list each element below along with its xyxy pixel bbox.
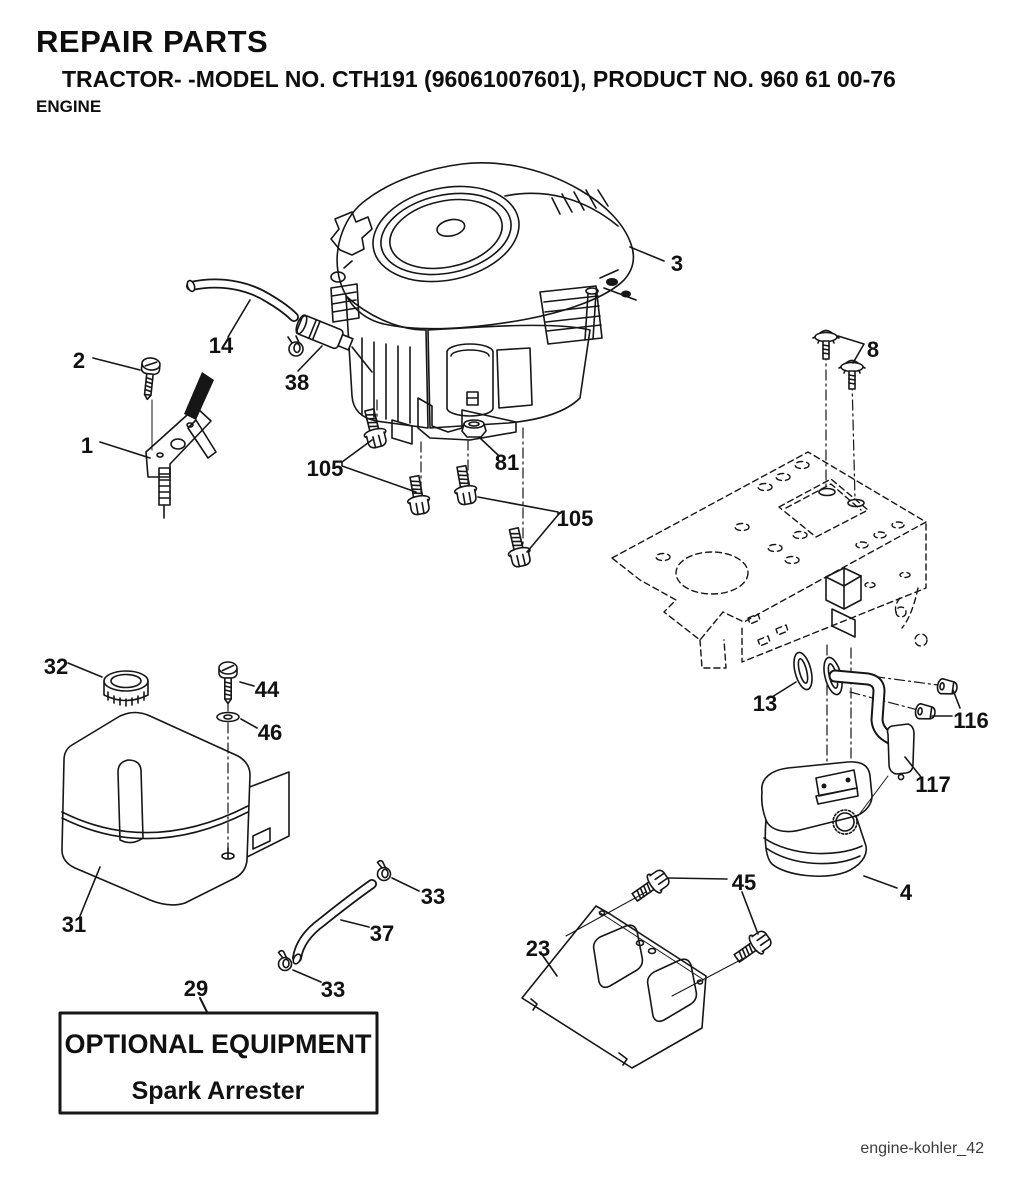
part-label-29: 29 [183,976,209,1001]
part-label-117: 117 [915,772,951,797]
part-label-4: 4 [899,880,913,905]
part-label-23: 23 [525,936,551,961]
engine-mount-bolts [359,400,533,568]
part-label-116: 116 [953,708,989,733]
exhaust-gasket [791,651,816,692]
optional-equipment-box [60,998,377,1113]
part-label-2: 2 [72,348,86,373]
part-label-33b: 33 [320,977,346,1002]
part-label-105a: 105 [306,456,344,481]
hose-clamp [378,861,391,881]
cover-vents [552,190,608,214]
fuel-cap [104,671,148,706]
part-label-105b: 105 [556,506,594,531]
part-label-81: 81 [494,450,520,475]
hose-clamp [279,951,292,971]
part-label-44: 44 [254,677,280,702]
part-label-13: 13 [752,691,778,716]
model-subtitle: TRACTOR- -MODEL NO. CTH191 (96061007601), PRODUCT NO. 960 61 00-76 [62,66,896,92]
part-label-3: 3 [670,251,684,276]
part-label-8: 8 [866,337,880,362]
flywheel [364,174,528,295]
part-label-31: 31 [61,912,87,937]
part-label-33a: 33 [420,884,446,909]
throttle-control [146,372,216,518]
chassis-plate [612,452,927,668]
heat-shield [522,906,706,1068]
optional-equipment-title: OPTIONAL EQUIPMENT [64,1029,372,1059]
throttle-screw [138,357,160,400]
muffler [762,762,888,876]
section-label: ENGINE [36,97,102,116]
drain-nut [462,420,486,437]
part-label-1: 1 [80,433,94,458]
page-title: REPAIR PARTS [36,24,269,59]
starter-lever [331,212,372,282]
oil-drain-fitting [467,392,478,405]
part-label-14: 14 [208,333,234,358]
spark-arrester-label: Spark Arrester [131,1077,305,1105]
part-label-32: 32 [43,654,69,679]
part-label-38: 38 [284,370,310,395]
exhaust-assembly [762,645,958,876]
part-label-46: 46 [257,720,283,745]
dipstick-tube [585,288,598,340]
breather-hose [186,280,294,317]
page-watermark: engine-kohler_42 [860,1140,984,1157]
part-label-45: 45 [731,870,757,895]
part-label-37: 37 [369,921,395,946]
